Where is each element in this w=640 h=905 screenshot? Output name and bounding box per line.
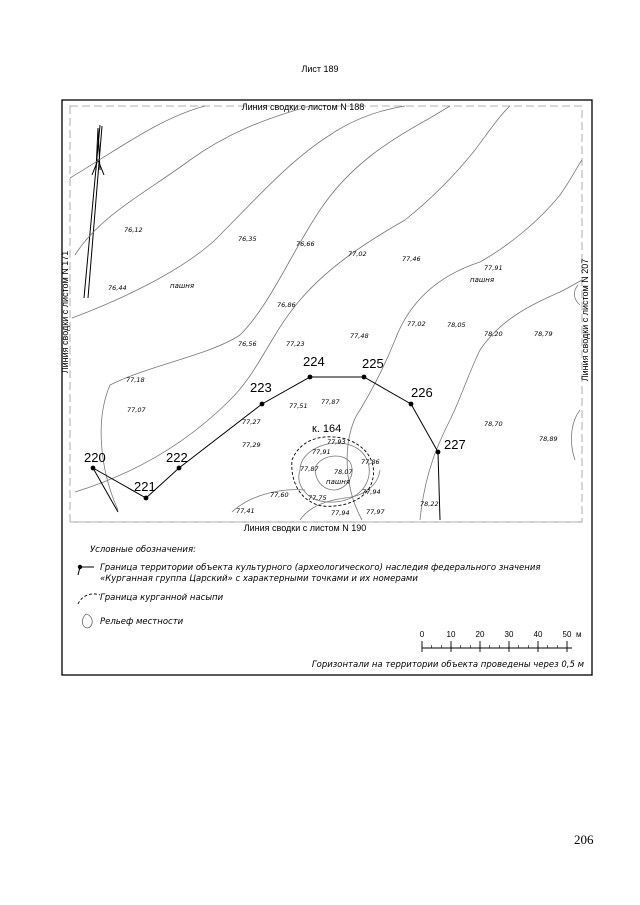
spot-height-label: 77,02 (407, 320, 426, 328)
spot-height-label: 77,02 (348, 250, 367, 258)
boundary-point-marker (409, 402, 414, 407)
spot-height-label: 76,12 (124, 226, 143, 234)
spot-height-label: 78,20 (484, 330, 503, 338)
land-label: пашня (470, 276, 495, 284)
boundary-point-marker (91, 466, 96, 471)
scale-tick-label: 10 (446, 630, 456, 639)
scale-tick-label: 20 (475, 630, 485, 639)
spot-height-label: 76,56 (238, 340, 257, 348)
spot-height-label: 77,18 (126, 376, 145, 384)
spot-height-label: 76,44 (108, 284, 127, 292)
spot-height-label: 77,91 (484, 264, 503, 272)
scale-tick-label: 40 (533, 630, 543, 639)
boundary-point-label: 225 (362, 356, 384, 371)
legend-relief-text: Рельеф местности (100, 617, 184, 627)
spot-height-label: 77,48 (350, 332, 369, 340)
spot-height-label: 77,60 (270, 491, 289, 499)
legend (78, 545, 541, 628)
map-frame (62, 100, 592, 675)
spot-height-label: 78,70 (484, 420, 503, 428)
spot-height-label: 77,41 (236, 507, 255, 515)
spot-height-label: 77,87 (321, 398, 340, 406)
spot-height-label: 77,94 (362, 488, 381, 496)
spot-height-label: 78,05 (447, 321, 466, 329)
boundary-point-marker (308, 375, 313, 380)
relief-symbol-icon (82, 614, 92, 628)
boundary-point-label: 220 (84, 450, 106, 465)
boundary-point-marker (177, 466, 182, 471)
spot-heights (108, 226, 558, 517)
boundary-symbol-icon (78, 565, 94, 575)
frame-label-left: Линия сводки с листом N 171 (60, 250, 70, 374)
page-number: 206 (574, 832, 594, 847)
contour-interval-note: Горизонтали на территории объекта проведены через 0,5 м (311, 660, 584, 670)
spot-height-label: 77,75 (308, 494, 327, 502)
boundary-point-marker (144, 496, 149, 501)
spot-height-label: 77,29 (242, 441, 261, 449)
spot-height-label: 77,07 (127, 406, 146, 414)
scale-tick-label: 50 (562, 630, 572, 639)
map-area-frame (70, 106, 582, 522)
spot-height-label: 77,94 (331, 509, 350, 517)
spot-height-label: 78,79 (534, 330, 553, 338)
spot-height-label: 78,07 (334, 468, 353, 476)
spot-height-label: 77,97 (366, 508, 385, 516)
spot-height-label: 77,51 (289, 402, 308, 410)
boundary-point-label: 221 (134, 479, 156, 494)
spot-height-label: 77,27 (242, 418, 261, 426)
scale-bar (420, 630, 582, 652)
boundary-point-label: 222 (166, 450, 188, 465)
relief-contours (70, 106, 582, 520)
mound-symbol-icon (78, 594, 100, 604)
spot-height-label: 77,23 (286, 340, 305, 348)
scale-tick-label: 0 (419, 630, 425, 639)
legend-mound-text: Граница курганной насыпи (100, 593, 224, 603)
frame-label-right: Линия сводки с листом N 207 (580, 258, 590, 382)
spot-height-label: 77,87 (300, 465, 319, 473)
spot-height-label: 77,93 (327, 438, 346, 446)
spot-height-label: 78,22 (420, 500, 439, 508)
legend-boundary-text-1: Граница территории объекта культурного (археологического) наследия федерального значения (100, 563, 541, 573)
legend-title: Условные обозначения: (90, 545, 196, 555)
spot-height-label: 77,86 (361, 458, 380, 466)
boundary-point-label: 223 (250, 380, 272, 395)
frame-label-top: Линия сводки с листом N 188 (241, 102, 365, 112)
mound-label: к. 164 (312, 423, 342, 435)
spot-height-label: 77,46 (402, 255, 421, 263)
spot-height-label: 76,66 (296, 240, 315, 248)
spot-height-label: 76,86 (277, 301, 296, 309)
boundary-point-label: 226 (411, 385, 433, 400)
north-arrow-icon (84, 125, 104, 298)
spot-height-label: 76,35 (238, 235, 257, 243)
spot-height-label: 77,91 (312, 448, 331, 456)
boundary-point-marker (436, 450, 441, 455)
scale-unit: м (576, 630, 582, 639)
land-label: пашня (170, 282, 195, 290)
land-label: пашня (326, 478, 351, 486)
sheet-title: Лист 189 (301, 64, 339, 74)
boundary-point-label: 227 (444, 437, 466, 452)
boundary-point-marker (260, 402, 265, 407)
boundary-point-marker (362, 375, 367, 380)
boundary-point-label: 224 (303, 354, 325, 369)
scale-tick-label: 30 (504, 630, 514, 639)
frame-label-bottom: Линия сводки с листом N 190 (243, 523, 367, 533)
legend-boundary-text-2: «Курганная группа Царский» с характерными точками и их номерами (100, 574, 418, 584)
spot-height-label: 78,89 (539, 435, 558, 443)
